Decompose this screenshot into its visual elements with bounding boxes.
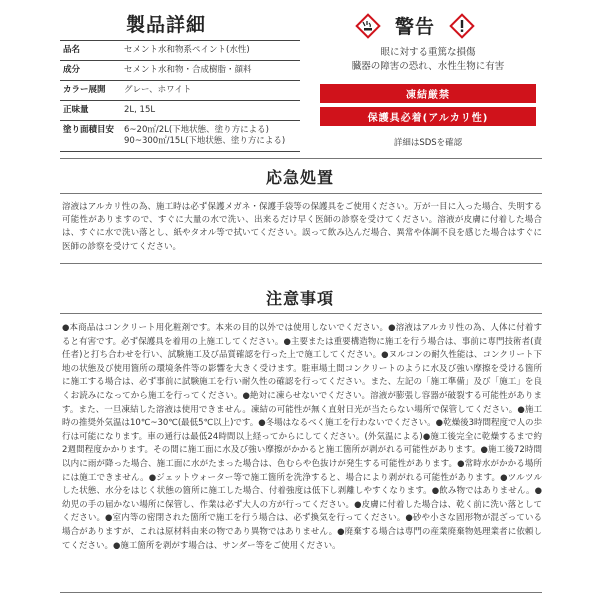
divider <box>60 193 542 194</box>
spec-value: セメント水和物系ペイント(水性) <box>124 45 250 55</box>
spec-value-line: 6~20㎡/2L(下地状態、塗り方による) <box>124 125 269 135</box>
cautions-title: 注意事項 <box>265 289 334 308</box>
warning-text <box>322 46 534 74</box>
warning-line: 眼に対する重篤な損傷 <box>380 47 476 58</box>
exclamation-hazard-icon <box>449 13 475 39</box>
spec-row <box>60 40 300 60</box>
spec-label: カラー展開 <box>63 85 106 95</box>
divider <box>60 592 542 593</box>
first-aid-title: 応急処置 <box>265 168 334 187</box>
spec-value: グレー、ホワイト <box>124 85 192 95</box>
spec-row <box>60 100 300 120</box>
divider <box>60 263 542 264</box>
warning-header <box>355 12 475 39</box>
cautions-text: ●本商品はコンクリート用化粧剤です。本来の目的以外では使用しないでください。●溶液はアルカリ性の為、人体に付着すると有害です。必ず保護具を着用の上施工してください。●主要または重要構造物に施工を行う場合は、事前に専門技術者(責任者)と打ち合わせを行い、試験施工及び品質確認を行った上で施工してください。●ヌルコンの耐久性能は、コンクリート下地の状態及び使用箇所の環境条件等の影響を大きく受けます。駐車場土間コンクリートのように水及び強い摩擦を受ける箇所に施工する場合は、必ず事前に試験施工を行い耐久性の確認を行ってください。また、左記の「施工準備」及び「施工」を良くお読みになってから施工を行ってください。●絶対に凍らせないでください。溶液が膨張し容器が破裂する可能性があります。また、一旦凍結した溶液は使用できません。凍結の可能性が無く直射日光が当たらない場所で保管してください。●施工時の推奨外気温は10℃~30℃(最低5℃以上)です。●冬場はなるべく施工を行わないでください。●乾燥後3時間程度で人の歩行は可能になります。車の通行は最低24時間以上経ってからにしてください。(外気温による)●施工後完全に乾燥するまで約2週間程度かかります。その間に施工面に水及び強い摩擦がかかると施工箇所が剥がれる可能性があります。●施工後72時間以内に雨が降った場合、施工面に水がたまった場合は、色むらや色抜けが発生する可能性があります。●常時水がかかる場所には施工できません。●ジェットウォーター等で施工箇所を洗浄すると、場合により剥がれる可能性があります。●ツルツルした状態、水分をはじく状態の箇所に施工した場合、付着強度は低下し剥離しやすくなります。●飲み物ではありません。●幼児の手の届かない場所に保管し、作業は必ず大人の方が行ってください。●皮膚に付着した場合は、乾く前に洗い落としてください。●室内等の密閉された箇所で施工を行う場合は、必ず換気を行ってください。●砂や小さな固形物が混ざっている場合がありますが、これは原材料由来の物であり異物ではありません。●廃棄する場合は専門の産業廃棄物処理業者に依頼してください。●施工箇所を剥がす場合は、サンダー等をご使用ください。 <box>62 323 542 551</box>
spec-table <box>60 40 300 152</box>
warning-line: 臓器の障害の恐れ、水性生物に有害 <box>351 61 505 72</box>
no-freezing-banner: 凍結厳禁 <box>320 84 536 103</box>
spec-label: 正味量 <box>63 105 89 115</box>
warning-title: 警告 <box>395 16 436 38</box>
spec-label: 成分 <box>63 65 81 75</box>
spec-title: 製品詳細 <box>126 14 207 36</box>
spec-value-multi <box>124 121 300 151</box>
corrosion-hazard-icon <box>355 13 381 39</box>
divider <box>60 158 542 159</box>
spec-value: 2L, 15L <box>124 105 156 115</box>
spec-value: セメント水和物・合成樹脂・顔料 <box>124 65 252 75</box>
spec-label: 品名 <box>63 45 81 55</box>
sds-note: 詳細はSDSを確認 <box>393 138 463 148</box>
spec-row <box>60 120 300 152</box>
spec-row <box>60 60 300 80</box>
spec-value-line: 90~300㎡/15L(下地状態、塗り方による) <box>124 136 286 146</box>
first-aid-text: 溶液はアルカリ性の為、施工時は必ず保護メガネ・保護手袋等の保護具をご使用ください。万が一目に入った場合、失明する可能性がありますので、すぐに大量の水で洗い、出来るだけ早く医師の診察を受けてください。溶液が皮膚に付着した場合は、すぐに水で洗い落とし、紙やタオル等で拭いてください。誤って飲み込んだ場合、異常や体調不良を感じた場合はすぐに医師の診察を受けてください。 <box>62 202 542 252</box>
spec-label: 塗り面積目安 <box>63 125 115 135</box>
protective-gear-banner: 保護具必着(アルカリ性) <box>320 107 536 126</box>
divider <box>60 313 542 314</box>
spec-row <box>60 80 300 100</box>
